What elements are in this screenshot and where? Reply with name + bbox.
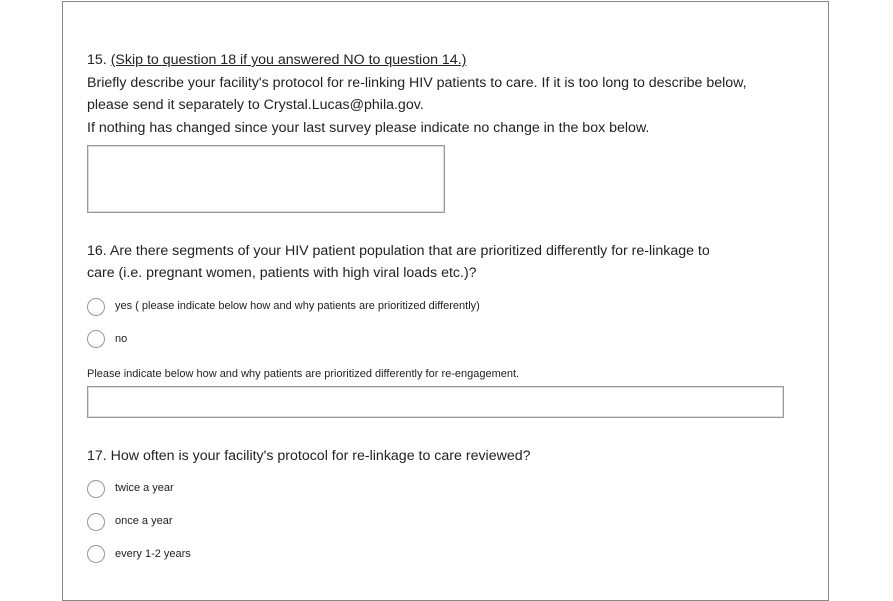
q15-line3: If nothing has changed since your last survey please indicate no change in the box below.	[87, 120, 650, 136]
q16-followup-input[interactable]	[87, 386, 784, 418]
q17-radio-twice-a-year[interactable]	[87, 480, 105, 498]
q17-option-once-a-year[interactable]: once a year	[115, 515, 173, 527]
q15-line1: Briefly describe your facility's protocol for re-linking HIV patients to care. If it is too long to describe below,	[87, 75, 747, 91]
q16-option-yes[interactable]: yes ( please indicate below how and why patients are prioritized differently)	[115, 300, 480, 312]
q16-radio-no[interactable]	[87, 330, 105, 348]
q15-heading	[87, 49, 466, 72]
q16-radio-yes[interactable]	[87, 298, 105, 316]
q16-line2: care (i.e. pregnant women, patients with high viral loads etc.)?	[87, 265, 477, 281]
q17-radio-every-1-2-years[interactable]	[87, 545, 105, 563]
q15-skip-note: (Skip to question 18 if you answered NO to question 14.)	[110, 52, 467, 68]
q16-line1: 16. Are there segments of your HIV patient population that are prioritized differently for re-linkage to	[87, 243, 710, 259]
q15-answer-textarea[interactable]	[87, 145, 445, 213]
q16-option-no[interactable]: no	[115, 333, 128, 345]
q15-number: 15.	[87, 52, 107, 68]
q17-option-every-1-2-years[interactable]: every 1-2 years	[115, 548, 191, 560]
q16-followup-label: Please indicate below how and why patients are prioritized differently for re-engagement.	[87, 368, 520, 380]
q17-radio-once-a-year[interactable]	[87, 513, 105, 531]
q15-line2: please send it separately to Crystal.Lucas@phila.gov.	[87, 97, 424, 113]
q17-question: 17. How often is your facility's protocol for re-linkage to care reviewed?	[87, 448, 531, 464]
q17-option-twice-a-year[interactable]: twice a year	[115, 482, 174, 494]
